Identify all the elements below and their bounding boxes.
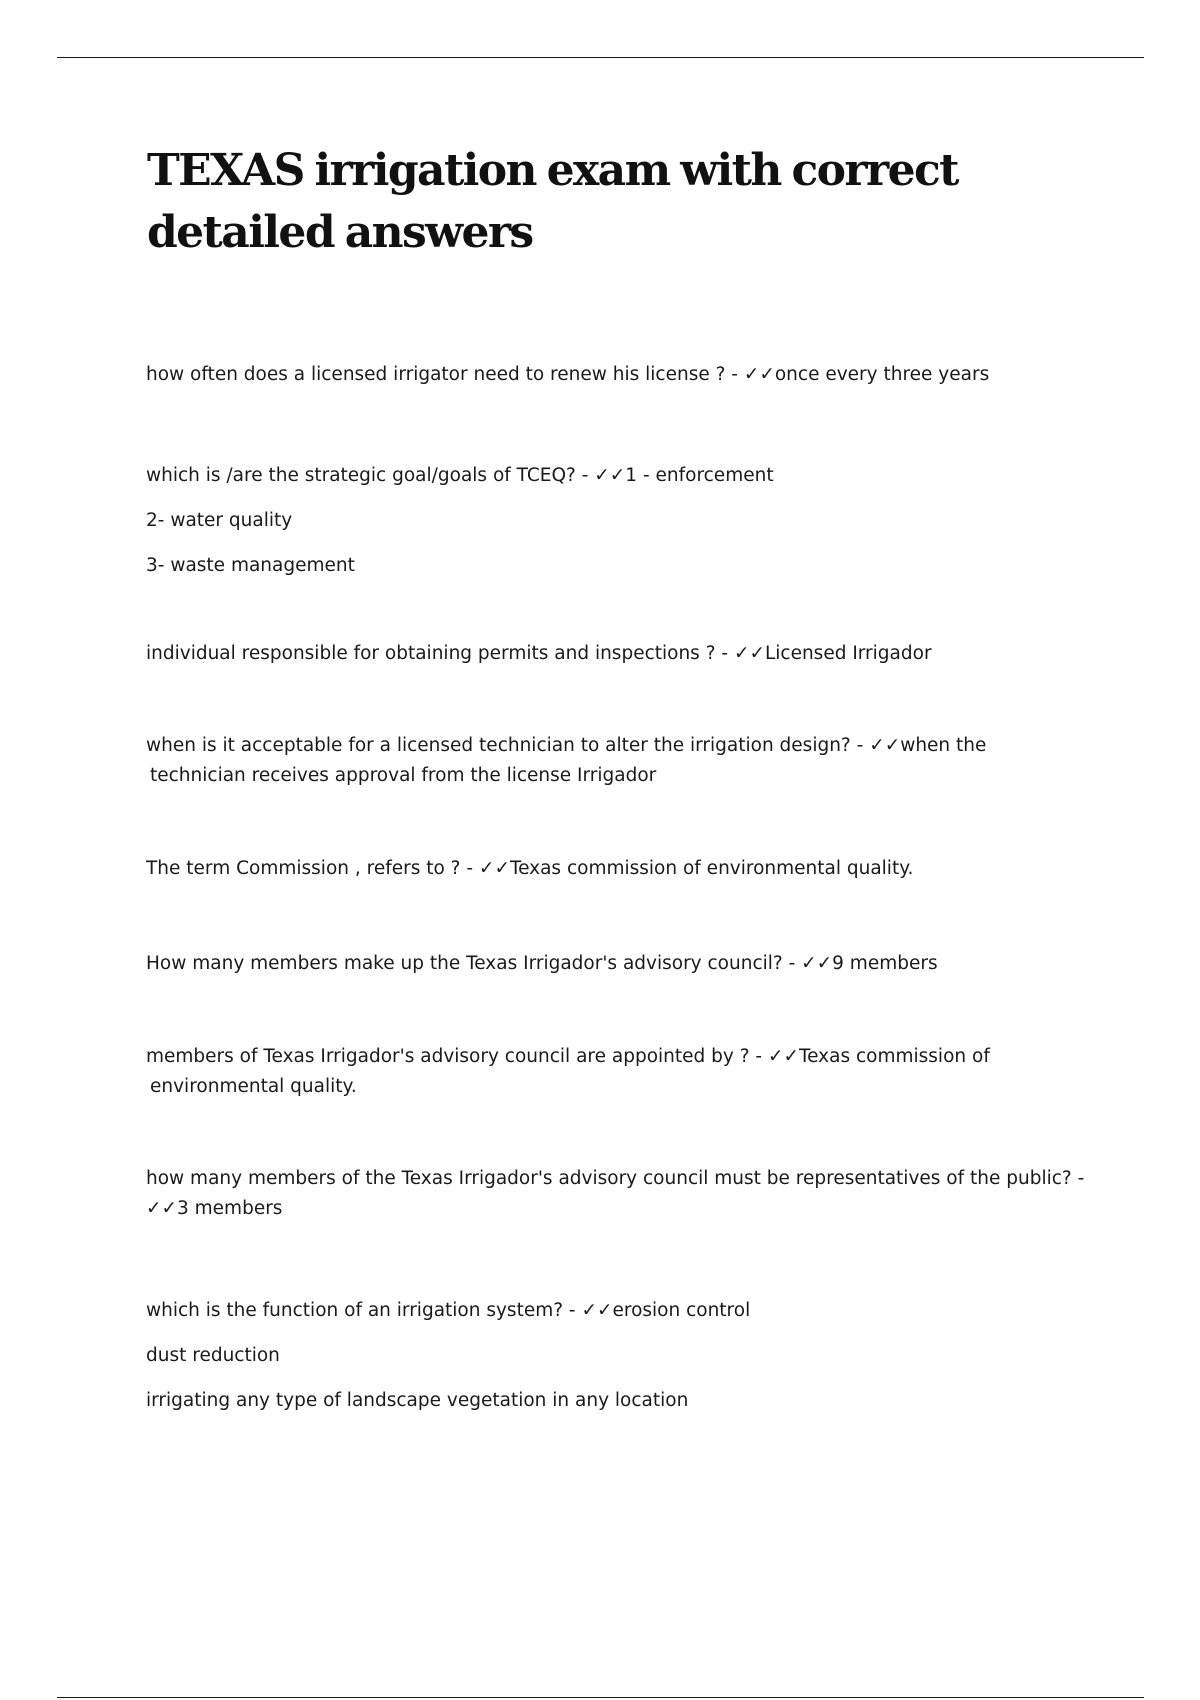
- qa-line: members of Texas Irrigador's advisory council are appointed by ? - ✓✓Texas commission of: [146, 1046, 990, 1067]
- qa-line: dust reduction: [146, 1345, 280, 1366]
- qa-line: 3- waste management: [146, 555, 355, 576]
- qa-line: technician receives approval from the license Irrigador: [150, 765, 657, 786]
- qa-line: when is it acceptable for a licensed technician to alter the irrigation design? - ✓✓when the: [146, 735, 987, 756]
- qa-line: which is the function of an irrigation system? - ✓✓erosion control: [146, 1300, 751, 1321]
- qa-line: how often does a licensed irrigator need to renew his license ? - ✓✓once every three years: [146, 364, 990, 385]
- qa-line: ✓✓3 members: [146, 1198, 283, 1219]
- qa-line: The term Commission , refers to ? - ✓✓Texas commission of environmental quality.: [146, 858, 914, 879]
- qa-line: environmental quality.: [150, 1076, 357, 1097]
- qa-item-3: [146, 639, 1106, 669]
- qa-line: irrigating any type of landscape vegetation in any location: [146, 1390, 689, 1411]
- document-title: TEXAS irrigation exam with correct detailed answers: [147, 145, 958, 258]
- bottom-rule: [57, 1697, 1144, 1698]
- qa-item-8: [146, 1164, 1106, 1224]
- qa-line: 2- water quality: [146, 510, 293, 531]
- qa-item-7: [146, 1042, 1106, 1102]
- qa-item-6: [146, 949, 1106, 979]
- qa-item-5: [146, 854, 1106, 884]
- qa-line: individual responsible for obtaining permits and inspections ? - ✓✓Licensed Irrigador: [146, 643, 932, 664]
- qa-item-2: [146, 453, 1106, 588]
- qa-line: how many members of the Texas Irrigador's advisory council must be representatives of the public? -: [146, 1168, 1085, 1189]
- qa-item-1: [146, 360, 1106, 390]
- top-rule: [57, 57, 1144, 58]
- qa-item-4: [146, 731, 1106, 791]
- qa-line: How many members make up the Texas Irrigador's advisory council? - ✓✓9 members: [146, 953, 938, 974]
- qa-item-9: [146, 1288, 1106, 1423]
- qa-line: which is /are the strategic goal/goals of TCEQ? - ✓✓1 - enforcement: [146, 465, 774, 486]
